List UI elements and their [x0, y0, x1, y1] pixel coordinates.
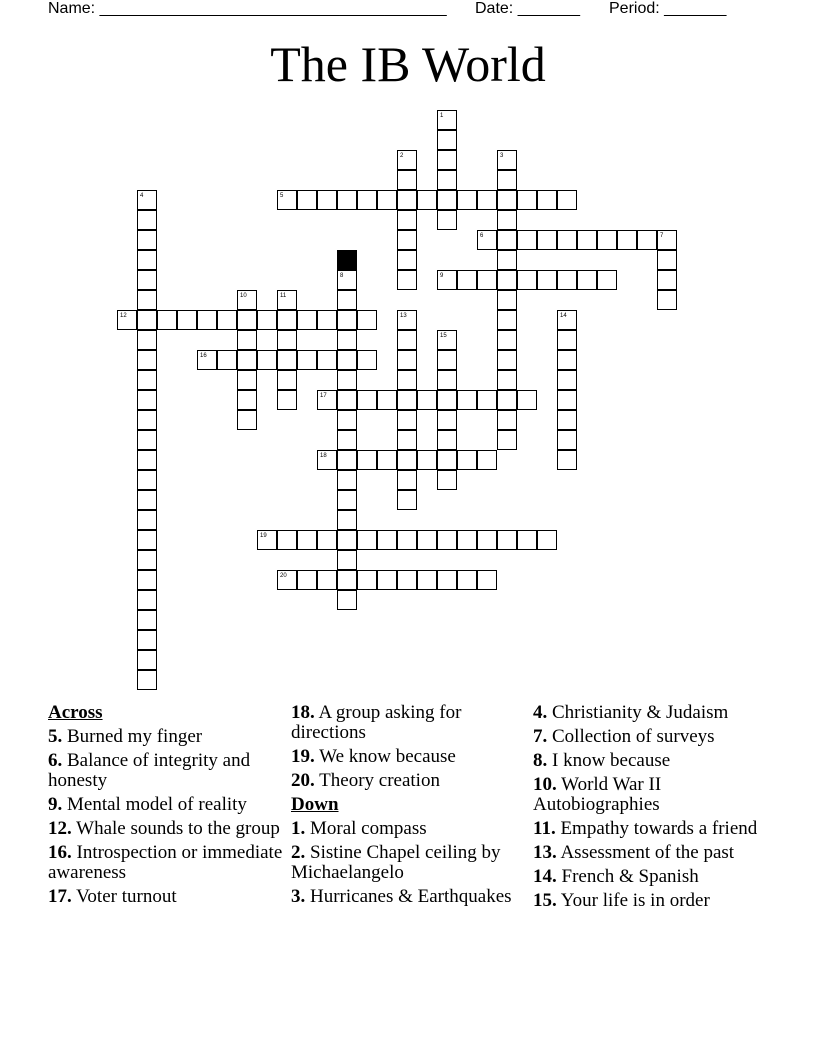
grid-cell[interactable] — [437, 350, 457, 370]
grid-cell[interactable] — [437, 450, 457, 470]
grid-cell[interactable] — [497, 390, 517, 410]
grid-cell[interactable] — [137, 330, 157, 350]
grid-cell[interactable] — [137, 350, 157, 370]
grid-cell[interactable] — [437, 110, 457, 130]
grid-cell[interactable] — [377, 390, 397, 410]
grid-cell[interactable] — [337, 270, 357, 290]
clue-item — [533, 819, 773, 839]
grid-cell[interactable] — [137, 670, 157, 690]
grid-cell[interactable] — [317, 570, 337, 590]
grid-cell[interactable] — [137, 450, 157, 470]
clue-item-text: French & Spanish — [556, 866, 699, 887]
clue-item-number: 11. — [533, 818, 556, 839]
grid-cell[interactable] — [477, 530, 497, 550]
grid-cell[interactable] — [417, 190, 437, 210]
clue-item-number: 1. — [291, 818, 306, 839]
grid-cell[interactable] — [257, 350, 277, 370]
clue-number: 19 — [260, 533, 267, 539]
grid-cell[interactable] — [297, 310, 317, 330]
clue-item-text: Christianity & Judaism — [547, 702, 729, 723]
clue-item-number: 19. — [291, 746, 315, 767]
clue-item — [291, 771, 531, 791]
grid-cell[interactable] — [437, 210, 457, 230]
grid-cell[interactable] — [437, 270, 457, 290]
grid-cell[interactable] — [557, 370, 577, 390]
grid-cell[interactable] — [477, 390, 497, 410]
grid-cell[interactable] — [177, 310, 197, 330]
grid-cell[interactable] — [397, 250, 417, 270]
grid-cell[interactable] — [477, 450, 497, 470]
grid-cell[interactable] — [237, 390, 257, 410]
grid-cell[interactable] — [397, 190, 417, 210]
grid-cell[interactable] — [337, 450, 357, 470]
clue-item-text: Moral compass — [305, 818, 427, 839]
grid-cell[interactable] — [137, 430, 157, 450]
grid-cell[interactable] — [237, 410, 257, 430]
clue-item — [533, 703, 773, 723]
grid-cell[interactable] — [477, 190, 497, 210]
clue-item — [533, 891, 773, 911]
grid-cell[interactable] — [137, 470, 157, 490]
grid-cell[interactable] — [537, 530, 557, 550]
grid-cell[interactable] — [557, 330, 577, 350]
clues-column-3 — [533, 703, 773, 915]
grid-cell[interactable] — [557, 270, 577, 290]
clue-number: 18 — [320, 453, 327, 459]
grid-cell[interactable] — [437, 370, 457, 390]
grid-cell[interactable] — [137, 610, 157, 630]
grid-cell[interactable] — [397, 570, 417, 590]
grid-cell[interactable] — [557, 390, 577, 410]
grid-cell[interactable] — [277, 310, 297, 330]
grid-cell[interactable] — [137, 370, 157, 390]
clue-number: 17 — [320, 393, 327, 399]
grid-cell[interactable] — [337, 410, 357, 430]
grid-cell[interactable] — [157, 310, 177, 330]
clue-item — [48, 727, 288, 747]
grid-cell[interactable] — [137, 290, 157, 310]
grid-cell[interactable] — [397, 150, 417, 170]
clue-item-number: 7. — [533, 726, 548, 747]
grid-cell[interactable] — [557, 310, 577, 330]
clue-item — [48, 819, 288, 839]
grid-cell[interactable] — [257, 310, 277, 330]
grid-cell[interactable] — [457, 450, 477, 470]
clue-number: 6 — [480, 233, 484, 239]
clue-item — [533, 867, 773, 887]
grid-cell[interactable] — [397, 350, 417, 370]
clue-number: 3 — [500, 153, 504, 159]
grid-cell[interactable] — [137, 490, 157, 510]
grid-cell[interactable] — [137, 390, 157, 410]
grid-cell[interactable] — [497, 250, 517, 270]
grid-cell[interactable] — [577, 270, 597, 290]
clue-item-text: Voter turnout — [71, 886, 177, 907]
clue-number: 16 — [200, 353, 207, 359]
clue-number: 4 — [140, 193, 144, 199]
clue-item-number: 4. — [533, 702, 548, 723]
grid-cell[interactable] — [457, 570, 477, 590]
grid-cell[interactable] — [517, 190, 537, 210]
grid-cell[interactable] — [597, 270, 617, 290]
grid-cell[interactable] — [137, 210, 157, 230]
grid-cell[interactable] — [237, 290, 257, 310]
clues-column-1 — [48, 703, 288, 911]
grid-cell[interactable] — [497, 270, 517, 290]
grid-cell[interactable] — [657, 250, 677, 270]
grid-cell[interactable] — [397, 370, 417, 390]
grid-cell[interactable] — [337, 370, 357, 390]
clue-item-text: Balance of integrity and honesty — [48, 750, 251, 791]
clue-item-text: Mental model of reality — [62, 794, 247, 815]
grid-cell[interactable] — [437, 330, 457, 350]
grid-cell[interactable] — [317, 390, 337, 410]
grid-cell[interactable] — [357, 350, 377, 370]
grid-cell[interactable] — [497, 290, 517, 310]
grid-cell[interactable] — [137, 270, 157, 290]
grid-cell[interactable] — [297, 570, 317, 590]
clue-item — [48, 843, 288, 883]
grid-cell[interactable] — [557, 450, 577, 470]
grid-cell[interactable] — [317, 310, 337, 330]
grid-cell[interactable] — [497, 530, 517, 550]
grid-cell[interactable] — [237, 310, 257, 330]
clue-item — [48, 795, 288, 815]
clue-number: 11 — [280, 293, 287, 299]
grid-cell[interactable] — [437, 150, 457, 170]
grid-cell[interactable] — [657, 290, 677, 310]
grid-cell[interactable] — [317, 350, 337, 370]
clue-item-text: I know because — [547, 750, 671, 771]
grid-cell[interactable] — [437, 470, 457, 490]
grid-cell[interactable] — [277, 390, 297, 410]
grid-cell[interactable] — [337, 530, 357, 550]
page-title: The IB World — [270, 36, 546, 92]
grid-cell[interactable] — [357, 190, 377, 210]
grid-cell[interactable] — [497, 190, 517, 210]
grid-cell[interactable] — [497, 370, 517, 390]
clue-item — [533, 775, 773, 815]
clue-number: 15 — [440, 333, 447, 339]
grid-cell[interactable] — [437, 530, 457, 550]
clue-item — [291, 819, 531, 839]
down-clue-list — [291, 819, 531, 907]
grid-cell[interactable] — [517, 230, 537, 250]
grid-cell[interactable] — [537, 190, 557, 210]
grid-cell[interactable] — [497, 230, 517, 250]
grid-cell[interactable] — [357, 310, 377, 330]
clue-item-text: A group asking for directions — [291, 702, 462, 743]
grid-cell[interactable] — [337, 430, 357, 450]
grid-cell[interactable] — [277, 370, 297, 390]
grid-cell[interactable] — [397, 450, 417, 470]
clue-item — [533, 843, 773, 863]
clue-number: 12 — [120, 313, 127, 319]
clue-item-number: 9. — [48, 794, 63, 815]
across-clue-list-continued — [291, 703, 531, 791]
grid-cell[interactable] — [597, 230, 617, 250]
grid-cell[interactable] — [557, 410, 577, 430]
grid-cell[interactable] — [257, 530, 277, 550]
clue-item-number: 12. — [48, 818, 72, 839]
grid-cell[interactable] — [297, 530, 317, 550]
grid-cell[interactable] — [377, 530, 397, 550]
grid-cell[interactable] — [337, 390, 357, 410]
clue-number: 14 — [560, 313, 567, 319]
grid-cell[interactable] — [317, 190, 337, 210]
clue-number: 20 — [280, 573, 287, 579]
clue-number: 1 — [440, 113, 444, 119]
clue-item — [291, 843, 531, 883]
grid-cell[interactable] — [657, 230, 677, 250]
down-heading: Down — [291, 794, 339, 815]
grid-cell[interactable] — [397, 310, 417, 330]
grid-cell[interactable] — [317, 450, 337, 470]
grid-cell[interactable] — [137, 510, 157, 530]
grid-cell[interactable] — [397, 390, 417, 410]
grid-cell[interactable] — [277, 350, 297, 370]
clue-item-number: 2. — [291, 842, 306, 863]
grid-cell[interactable] — [277, 190, 297, 210]
clue-item-number: 13. — [533, 842, 557, 863]
clue-item — [291, 703, 531, 743]
grid-cell[interactable] — [497, 150, 517, 170]
clue-item-text: Whale sounds to the group — [71, 818, 280, 839]
grid-cell[interactable] — [217, 350, 237, 370]
grid-cell[interactable] — [417, 390, 437, 410]
grid-cell[interactable] — [117, 310, 137, 330]
grid-cell[interactable] — [637, 230, 657, 250]
grid-cell[interactable] — [277, 330, 297, 350]
grid-cell[interactable] — [137, 630, 157, 650]
clue-item-number: 3. — [291, 886, 306, 907]
grid-cell[interactable] — [397, 530, 417, 550]
clue-item-number: 15. — [533, 890, 557, 911]
grid-cell[interactable] — [477, 270, 497, 290]
grid-cell[interactable] — [517, 530, 537, 550]
clue-item-text: Hurricanes & Earthquakes — [305, 886, 512, 907]
grid-cell[interactable] — [437, 570, 457, 590]
grid-cell[interactable] — [377, 450, 397, 470]
clue-number: 8 — [340, 273, 344, 279]
grid-cell[interactable] — [377, 570, 397, 590]
grid-cell[interactable] — [457, 270, 477, 290]
clue-item-text: Burned my finger — [62, 726, 203, 747]
grid-cell[interactable] — [337, 350, 357, 370]
clue-item-number: 17. — [48, 886, 72, 907]
grid-cell[interactable] — [397, 270, 417, 290]
grid-cell[interactable] — [537, 270, 557, 290]
grid-cell[interactable] — [457, 190, 477, 210]
clue-number: 5 — [280, 193, 284, 199]
grid-cell[interactable] — [377, 190, 397, 210]
grid-cell[interactable] — [137, 530, 157, 550]
grid-cell[interactable] — [137, 230, 157, 250]
clue-item-text: Sistine Chapel ceiling by Michaelangelo — [291, 842, 501, 883]
grid-cell[interactable] — [397, 170, 417, 190]
grid-cell[interactable] — [477, 570, 497, 590]
clue-item — [291, 887, 531, 907]
grid-cell[interactable] — [437, 390, 457, 410]
clue-item-text: Collection of surveys — [547, 726, 715, 747]
grid-cell[interactable] — [457, 390, 477, 410]
clue-item-number: 8. — [533, 750, 548, 771]
clue-item-text: We know because — [314, 746, 456, 767]
name-field[interactable]: Name: _______________________________________ — [48, 0, 447, 17]
grid-cell[interactable] — [137, 550, 157, 570]
grid-cell[interactable] — [137, 410, 157, 430]
grid-cell[interactable] — [337, 310, 357, 330]
grid-cell[interactable] — [417, 570, 437, 590]
grid-cell[interactable] — [337, 190, 357, 210]
clue-item — [48, 887, 288, 907]
grid-cell[interactable] — [617, 230, 637, 250]
grid-cell[interactable] — [437, 410, 457, 430]
grid-cell[interactable] — [537, 230, 557, 250]
clue-item-number: 20. — [291, 770, 315, 791]
grid-cell[interactable] — [497, 210, 517, 230]
grid-cell[interactable] — [237, 330, 257, 350]
clue-item-number: 10. — [533, 774, 557, 795]
grid-cell[interactable] — [337, 510, 357, 530]
clue-item-text: Your life is in order — [556, 890, 710, 911]
grid-cell[interactable] — [517, 390, 537, 410]
grid-cell[interactable] — [437, 190, 457, 210]
clue-item-text: Theory creation — [314, 770, 440, 791]
grid-cell[interactable] — [437, 430, 457, 450]
grid-cell[interactable] — [137, 310, 157, 330]
clue-number: 7 — [660, 233, 664, 239]
grid-cell[interactable] — [397, 430, 417, 450]
period-field[interactable]: Period: _______ — [609, 0, 727, 17]
grid-cell[interactable] — [297, 190, 317, 210]
grid-cell[interactable] — [557, 230, 577, 250]
grid-cell[interactable] — [237, 370, 257, 390]
grid-cell[interactable] — [337, 330, 357, 350]
grid-cell[interactable] — [277, 290, 297, 310]
grid-cell[interactable] — [397, 330, 417, 350]
grid-cell[interactable] — [497, 310, 517, 330]
grid-cell[interactable] — [217, 310, 237, 330]
grid-cell[interactable] — [577, 230, 597, 250]
grid-cell[interactable] — [497, 350, 517, 370]
grid-cell[interactable] — [417, 530, 437, 550]
grid-cell[interactable] — [477, 230, 497, 250]
clue-item-number: 5. — [48, 726, 63, 747]
grid-cell[interactable] — [457, 530, 477, 550]
clue-item-number: 6. — [48, 750, 63, 771]
grid-cell[interactable] — [497, 330, 517, 350]
grid-cell[interactable] — [557, 190, 577, 210]
clue-number: 2 — [400, 153, 404, 159]
grid-cell[interactable] — [497, 410, 517, 430]
clue-number: 13 — [400, 313, 407, 319]
clue-item — [48, 751, 288, 791]
clue-item-text: World War II Autobiographies — [533, 774, 662, 815]
grid-cell[interactable] — [237, 350, 257, 370]
grid-cell[interactable] — [297, 350, 317, 370]
grid-cell[interactable] — [437, 130, 457, 150]
grid-cell[interactable] — [337, 570, 357, 590]
clue-item-number: 16. — [48, 842, 72, 863]
across-heading: Across — [48, 702, 103, 723]
clue-item-number: 18. — [291, 702, 315, 723]
clue-number: 10 — [240, 293, 247, 299]
across-clue-list — [48, 727, 288, 907]
grid-cell[interactable] — [337, 290, 357, 310]
clue-item-text: Assessment of the past — [556, 842, 735, 863]
grid-cell[interactable] — [497, 430, 517, 450]
grid-cell[interactable] — [357, 530, 377, 550]
clue-item — [291, 747, 531, 767]
grid-cell[interactable] — [337, 470, 357, 490]
grid-cell[interactable] — [397, 470, 417, 490]
down-clue-list-continued — [533, 703, 773, 911]
clue-item — [533, 727, 773, 747]
grid-cell[interactable] — [277, 570, 297, 590]
grid-cell[interactable] — [397, 230, 417, 250]
grid-cell[interactable] — [357, 570, 377, 590]
grid-cell[interactable] — [397, 210, 417, 230]
grid-cell[interactable] — [397, 490, 417, 510]
grid-cell[interactable] — [277, 530, 297, 550]
grid-cell[interactable] — [137, 650, 157, 670]
grid-cell[interactable] — [657, 270, 677, 290]
grid-cell[interactable] — [557, 430, 577, 450]
clue-item-text: Empathy towards a friend — [555, 818, 758, 839]
clue-item-text: Introspection or immediate awareness — [48, 842, 283, 883]
clue-number: 9 — [440, 273, 444, 279]
black-cell — [337, 250, 357, 270]
grid-cell[interactable] — [137, 590, 157, 610]
grid-cell[interactable] — [137, 250, 157, 270]
grid-cell[interactable] — [337, 590, 357, 610]
grid-cell[interactable] — [197, 350, 217, 370]
grid-cell[interactable] — [137, 190, 157, 210]
grid-cell[interactable] — [337, 550, 357, 570]
grid-cell[interactable] — [437, 170, 457, 190]
grid-cell[interactable] — [357, 390, 377, 410]
clue-item-number: 14. — [533, 866, 557, 887]
clue-item — [533, 751, 773, 771]
grid-cell[interactable] — [317, 530, 337, 550]
clues-column-2 — [291, 703, 531, 911]
grid-cell[interactable] — [197, 310, 217, 330]
grid-cell[interactable] — [557, 350, 577, 370]
grid-cell[interactable] — [337, 490, 357, 510]
grid-cell[interactable] — [357, 450, 377, 470]
grid-cell[interactable] — [137, 570, 157, 590]
grid-cell[interactable] — [517, 270, 537, 290]
grid-cell[interactable] — [397, 410, 417, 430]
date-field[interactable]: Date: _______ — [475, 0, 580, 17]
grid-cell[interactable] — [417, 450, 437, 470]
grid-cell[interactable] — [497, 170, 517, 190]
